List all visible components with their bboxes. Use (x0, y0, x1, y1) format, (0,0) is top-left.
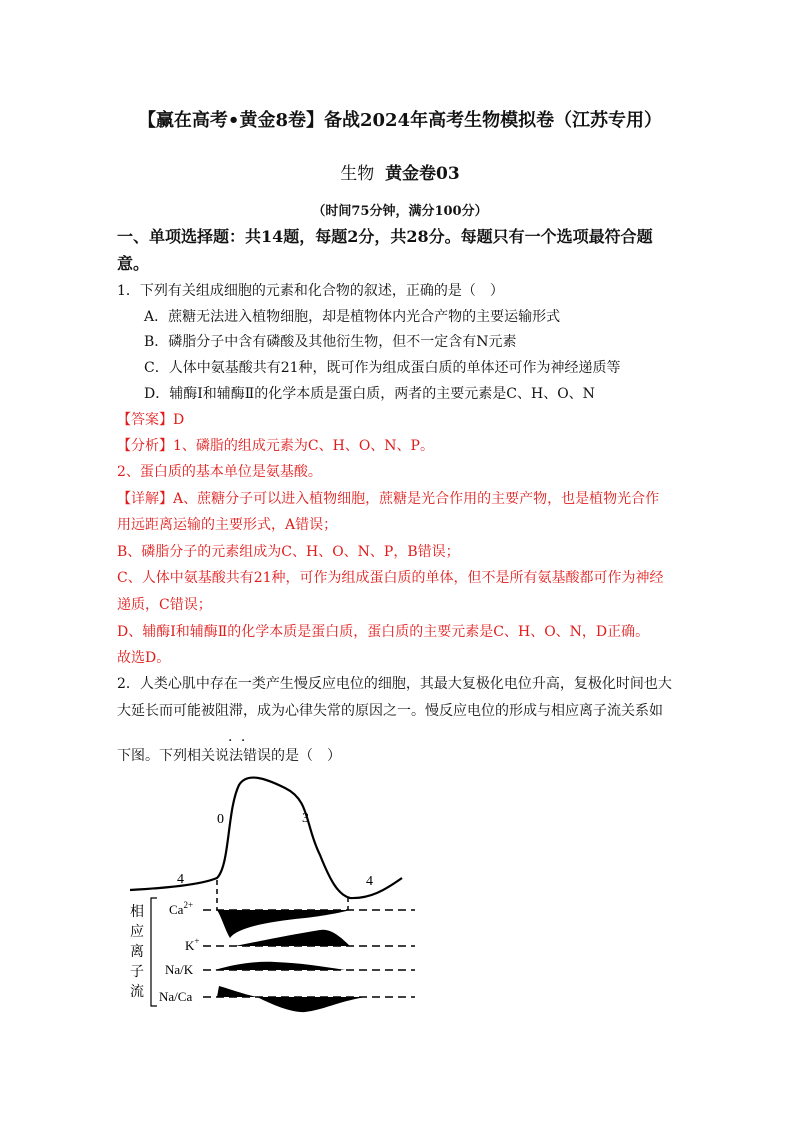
q2-stem-1: 2．人类心肌中存在一类产生慢反应电位的细胞，其最大复极化电位升高，复极化时间也大 (117, 676, 672, 692)
q1-detail-5: 递质，C错误； (117, 597, 212, 613)
na-ca-current-fill-up (217, 986, 257, 997)
svg-text:离: 离 (130, 944, 144, 960)
svg-text:应: 应 (130, 924, 144, 940)
action-potential-curve (130, 778, 402, 899)
na-ca-current-fill-down (257, 997, 365, 1012)
q1-detail-4: C、人体中氨基酸共有21种，可作为组成蛋白质的单体，但不是所有氨基酸都可作为神经 (117, 570, 664, 586)
q1-detail-3: B、磷脂分子的元素组成为C、H、O、N、P，B错误； (117, 544, 460, 560)
q1-stem: 1．下列有关组成细胞的元素和化合物的叙述，正确的是（ ） (117, 283, 504, 299)
q2-stem-2: 大延长而可能被阻滞，成为心律失常的原因之一。慢反应电位的形成与相应离子流关系如 (117, 703, 663, 719)
svg-text:流: 流 (130, 984, 144, 1000)
phase-label-3: 3 (302, 811, 309, 826)
na-k-current-fill (215, 962, 345, 970)
q1-option-b: B．磷脂分子中含有磷酸及其他衍生物，但不一定含有N元素 (144, 334, 517, 350)
q1-option-c: C．人体中氨基酸共有21种，既可作为组成蛋白质的单体还可作为神经递质等 (144, 360, 621, 376)
label-k: K+ (185, 936, 200, 953)
svg-text:相: 相 (130, 904, 144, 920)
phase-label-4-left: 4 (177, 872, 184, 887)
paper-subtitle (0, 159, 800, 184)
q2-stem-3: 下图。下列相关说法错误的是（ ） (117, 748, 341, 764)
q1-analysis-1: 【分析】1、磷脂的组成元素为C、H、O、N、P。 (117, 438, 434, 454)
paper-title: 【赢在高考•黄金8卷】备战2024年高考生物模拟卷（江苏专用） (137, 110, 663, 131)
q1-detail-2: 用远距离运输的主要形式，A错误； (117, 517, 338, 533)
phase-label-4-right: 4 (366, 874, 373, 889)
q1-option-d: D．辅酶Ⅰ和辅酶Ⅱ的化学本质是蛋白质，两者的主要元素是C、H、O、N (144, 386, 595, 402)
section-heading: 一、单项选择题：共14题，每题2分，共28分。每题只有一个选项最符合题 (117, 227, 653, 246)
q1-answer: 【答案】D (117, 412, 185, 428)
bracket (151, 898, 157, 1006)
time-info: （时间75分钟，满分100分） (312, 204, 488, 219)
side-label-ion-current (130, 903, 144, 1000)
svg-text:子: 子 (130, 964, 144, 980)
label-ca: $Ca^{2+}$ (169, 900, 194, 917)
phase-label-0: 0 (217, 812, 224, 827)
emphasis-dots: · · (228, 733, 248, 749)
q1-detail-7: 故选D。 (117, 650, 171, 666)
q1-detail-1: 【详解】A、蔗糖分子可以进入植物细胞，蔗糖是光合作用的主要产物，也是植物光合作 (117, 491, 660, 507)
subject-label: 生物 (340, 164, 375, 184)
paper-volume: 黄金卷03 (385, 164, 460, 184)
label-na-k: Na/K (165, 962, 194, 977)
q1-detail-6: D、辅酶Ⅰ和辅酶Ⅱ的化学本质是蛋白质，蛋白质的主要元素是C、H、O、N，D正确。 (117, 624, 650, 640)
label-na-ca: Na/Ca (159, 989, 193, 1004)
q1-analysis-2: 2、蛋白质的基本单位是氨基酸。 (117, 464, 322, 480)
section-heading-cont: 意。 (117, 254, 150, 273)
k-current-fill (235, 930, 350, 946)
ion-current-diagram (125, 770, 425, 1025)
q1-option-a: A．蔗糖无法进入植物细胞，却是植物体内光合产物的主要运输形式 (144, 309, 561, 325)
